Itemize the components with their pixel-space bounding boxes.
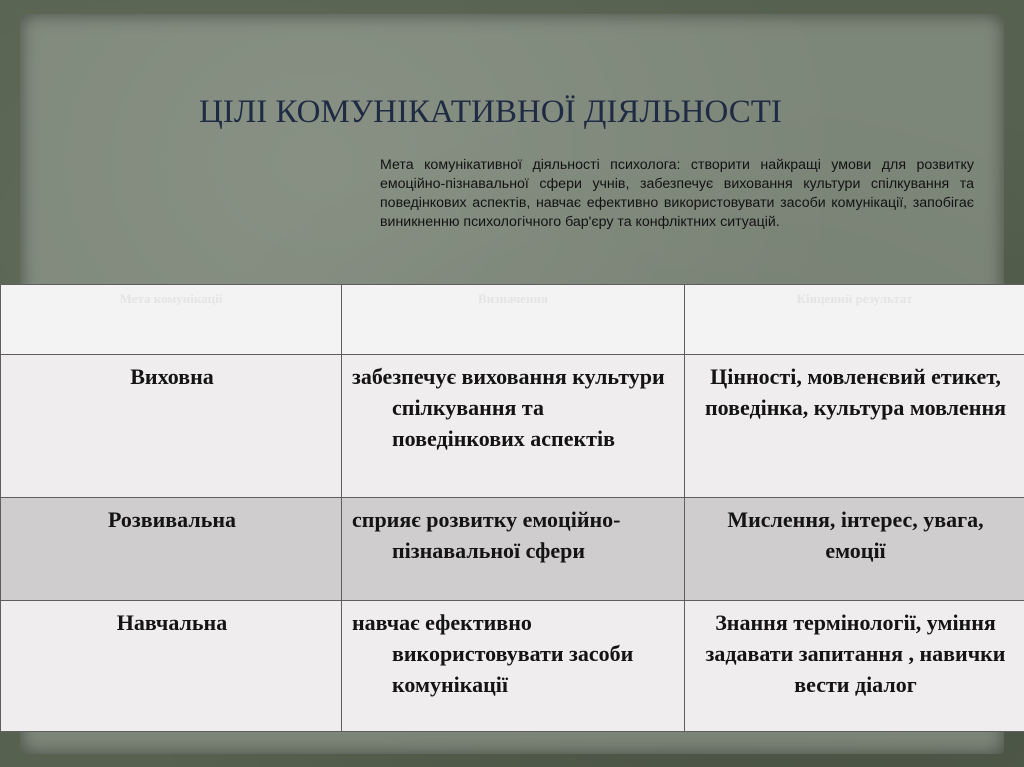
table-row <box>1 355 1024 498</box>
goal-cell: Виховна <box>1 355 342 498</box>
table-row <box>1 498 1024 601</box>
header-definition: Визначення <box>342 285 685 355</box>
goals-table <box>0 284 1024 732</box>
definition-cell: навчає ефективно використовувати засоби комунікації <box>342 601 685 732</box>
definition-cell: забезпечує виховання культури спілкування та поведінкових аспектів <box>342 355 685 498</box>
result-cell: Знання термінології, уміння задавати запитання , навички вести діалог <box>685 601 1024 732</box>
definition-cell: сприяє розвитку емоційно-пізнавальної сфери <box>342 498 685 601</box>
intro-paragraph: Мета комунікативної діяльності психолога: створити найкращі умови для розвитку емоційно-пізнавальної сфери учнів, забезпечує виховання культури спілкування та поведінкових аспектів, навчає ефективно використовувати засоби комунікації, запобігає виникненню психологічного бар'єру та конфліктних ситуацій. <box>380 157 974 230</box>
header-result: Кінцевий результат <box>685 285 1024 355</box>
slide-title: ЦІЛІ КОМУНІКАТИВНОЇ ДІЯЛЬНОСТІ <box>199 94 782 130</box>
result-cell: Цінності, мовленєвий етикет, поведінка, культура мовлення <box>685 355 1024 498</box>
table-row <box>1 601 1024 732</box>
table-header-row <box>1 285 1024 355</box>
goal-cell: Розвивальна <box>1 498 342 601</box>
header-goal: Мета комунікації <box>1 285 342 355</box>
goal-cell: Навчальна <box>1 601 342 732</box>
result-cell: Мислення, інтерес, увага, емоції <box>685 498 1024 601</box>
